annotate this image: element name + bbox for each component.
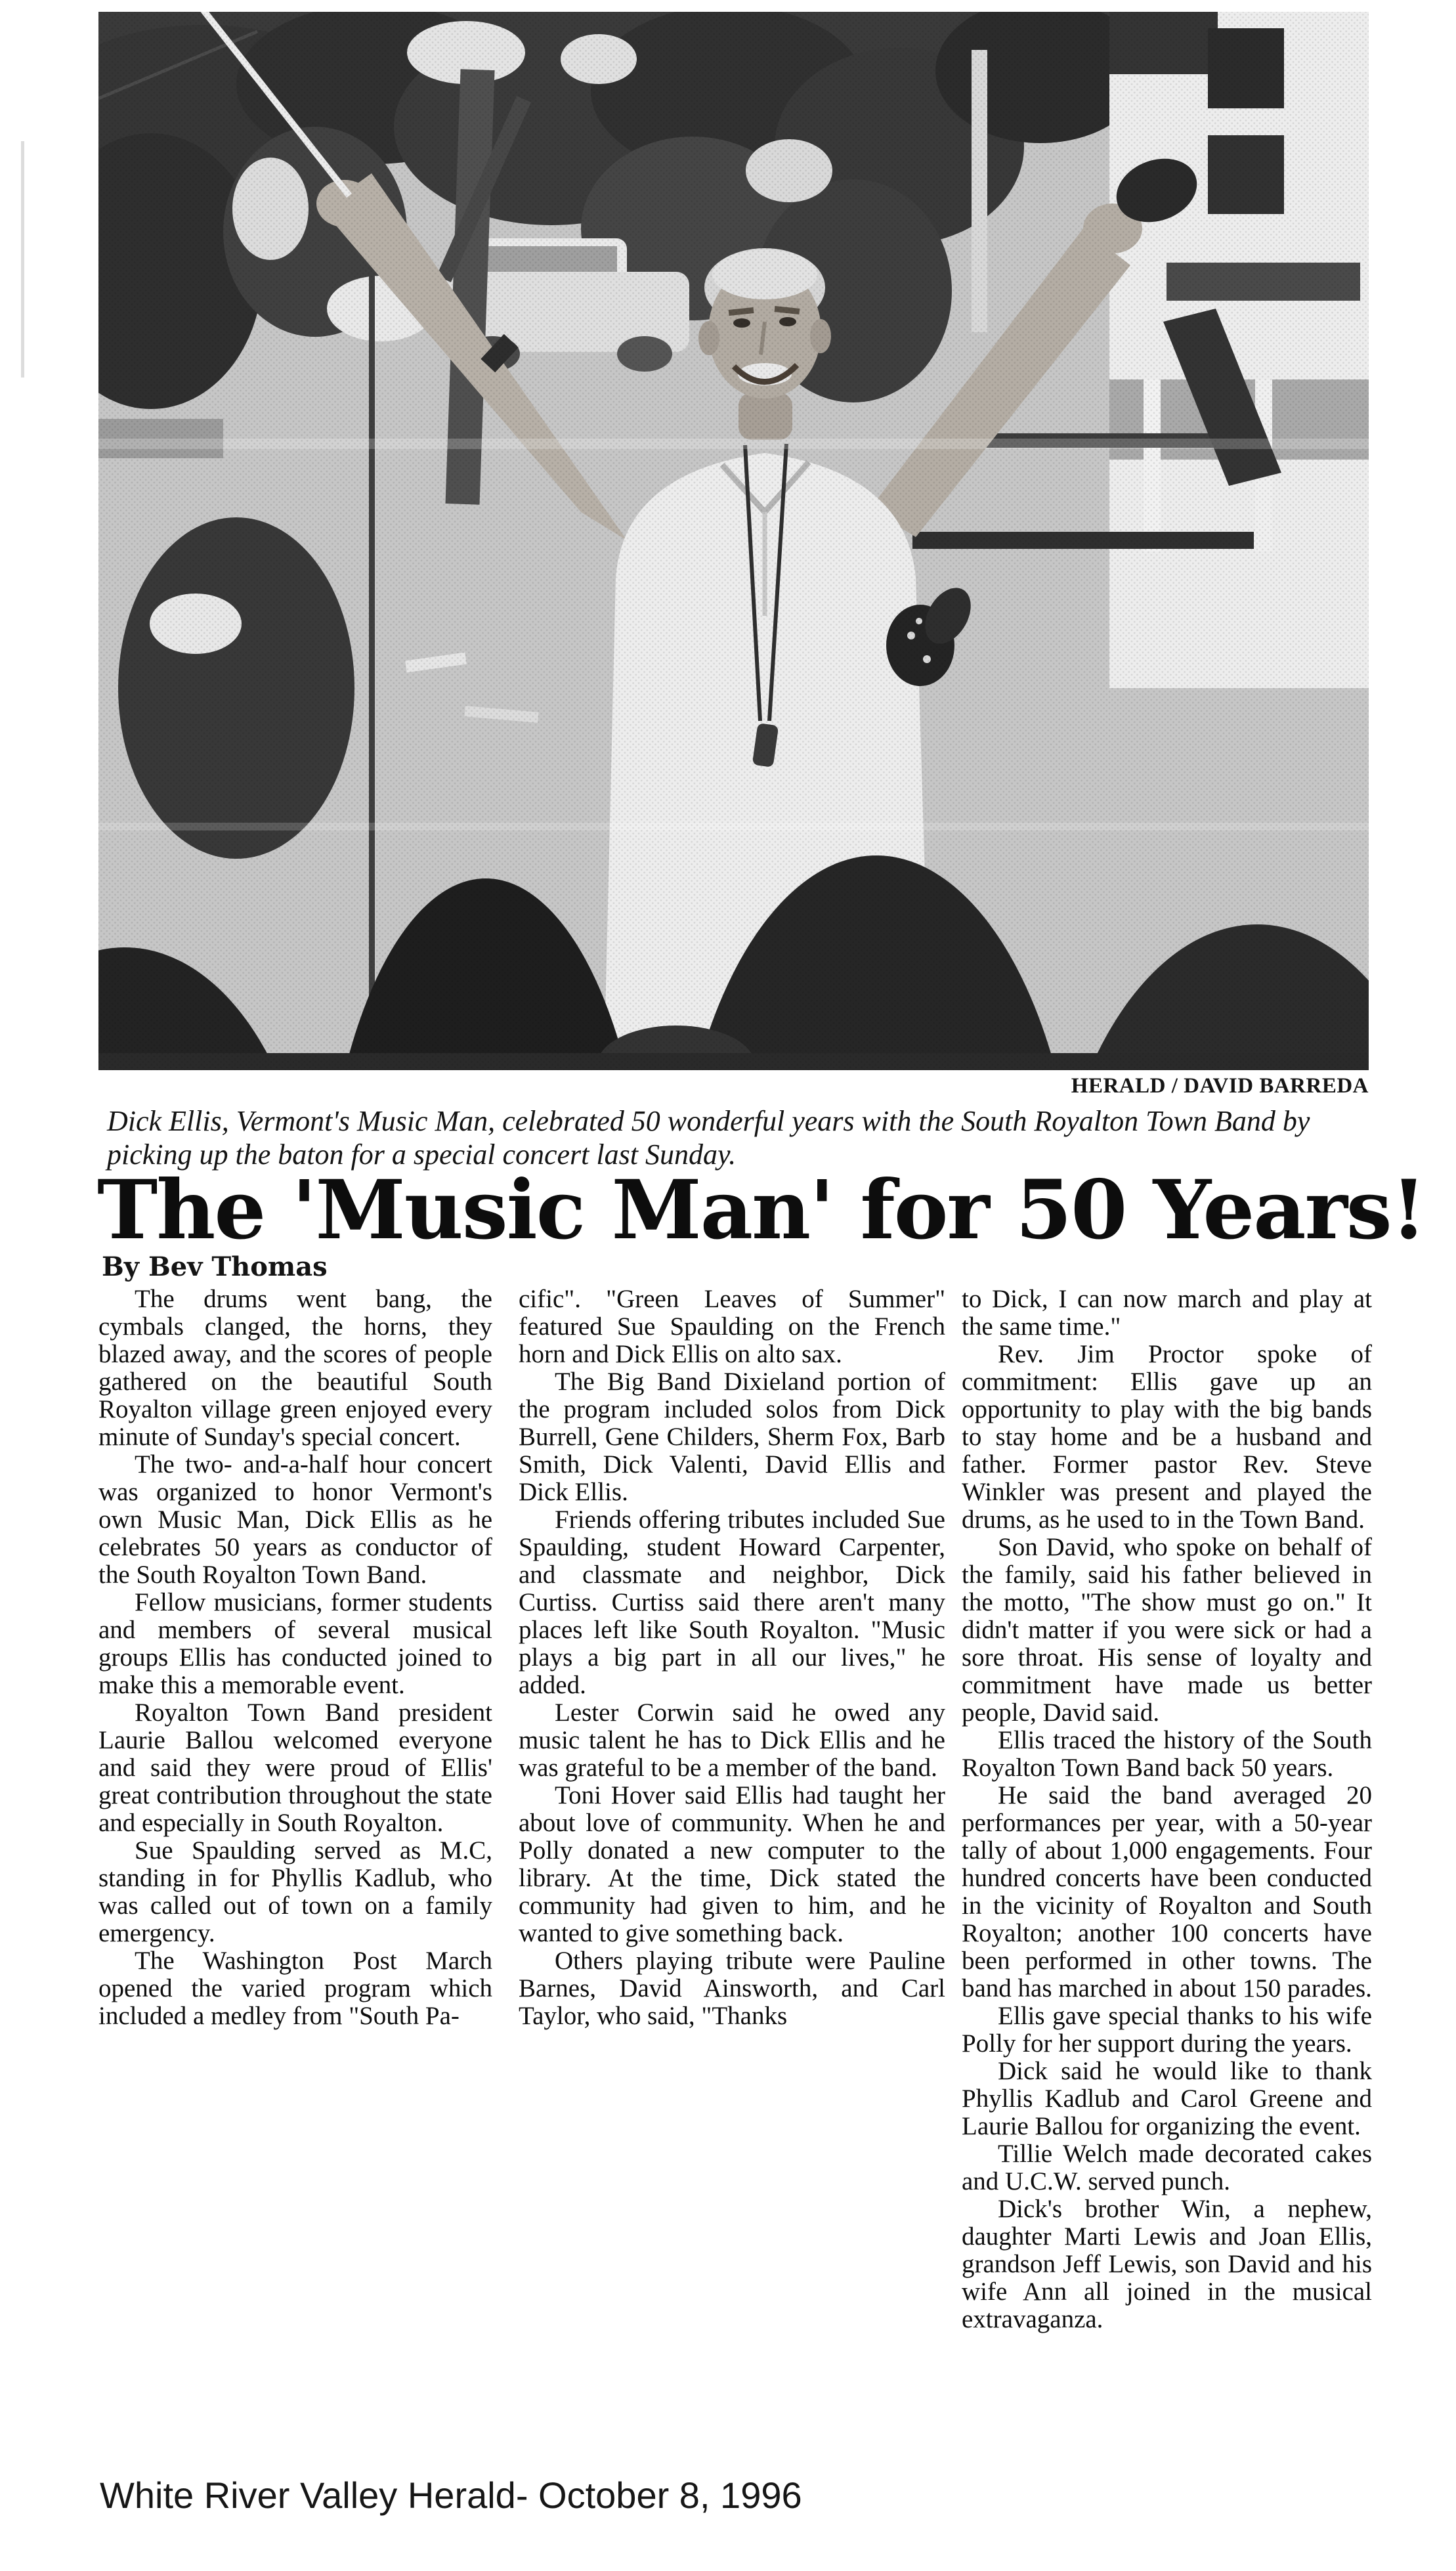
paragraph: Tillie Welch made decorated cakes and U.C.W. served punch. [962,2140,1372,2195]
column-2 [519,1286,945,2333]
paragraph: The drums went bang, the cymbals clanged, the horns, they blazed away, and the scores of people gathered on the beautiful South Royalton village green enjoyed every minute of Sunday's special concert. [98,1285,492,1451]
paragraph: Royalton Town Band president Laurie Ballou welcomed everyone and said they were proud of Ellis' great contribution throughout the state and especially in South Royalton. [98,1698,492,1837]
paragraph: Ellis traced the history of the South Royalton Town Band back 50 years. [962,1726,1372,1782]
headline: The 'Music Man' for 50 Years! [97,1163,1426,1258]
paragraph: Fellow musicians, former students and members of several musical groups Ellis has conducted joined to make this a memorable event. [98,1588,492,1699]
paragraph: The Washington Post March opened the varied program which included a medley from "South Pa- [98,1947,492,2030]
paragraph: Dick said he would like to thank Phyllis Kadlub and Carol Greene and Laurie Ballou for organizing the event. [962,2057,1372,2140]
paragraph: Others playing tribute were Pauline Barnes, David Ainsworth, and Carl Taylor, who said, "Thanks [519,1947,945,2030]
paragraph: Sue Spaulding served as M.C, standing in for Phyllis Kadlub, who was called out of town on a family emergency. [98,1836,492,1947]
paragraph: Friends offering tributes included Sue Spaulding, student Howard Carpenter, and classmate and neighbor, Dick Curtiss. Curtiss said there aren't many places left like South Royalton. "Music plays a big part in all our lives," he added. [519,1505,945,1699]
paragraph: Lester Corwin said he owed any music talent he has to Dick Ellis and he was grateful to be a member of the band. [519,1698,945,1782]
article-photo [98,12,1369,1070]
photo-credit: HERALD / DAVID BARREDA [1071,1074,1369,1098]
paragraph: Ellis gave special thanks to his wife Polly for her support during the years. [962,2002,1372,2058]
scan-edge-artifact [21,141,24,378]
paragraph: to Dick, I can now march and play at the same time." [962,1285,1372,1341]
photo-caption: Dick Ellis, Vermont's Music Man, celebrated 50 wonderful years with the South Royalton Town Band by picking up the baton for a special concert last Sunday. [107,1105,1310,1171]
column-1 [98,1286,492,2333]
paragraph: The two- and-a-half hour concert was organized to honor Vermont's own Music Man, Dick Ellis as he celebrates 50 years as conductor of the South Royalton Town Band. [98,1450,492,1589]
article-body [98,1286,1372,2333]
paragraph: The Big Band Dixieland portion of the program included solos from Dick Burrell, Gene Childers, Sherm Fox, Barb Smith, Dick Valenti, David Ellis and Dick Ellis. [519,1368,945,1506]
paragraph: Son David, who spoke on behalf of the family, said his father believed in the motto, "The show must go on." It didn't matter if you were sick or had a sore throat. His sense of loyalty and commitment have made us better people, David said. [962,1533,1372,1727]
paragraph: Toni Hover said Ellis had taught her about love of community. When he and Polly donated a new computer to the library. At the time, Dick stated the community had given to him, and he wanted to give something back. [519,1781,945,1947]
source-caption: White River Valley Herald- October 8, 1996 [100,2474,802,2516]
photo-illustration [98,12,1369,1070]
paragraph: cific". "Green Leaves of Summer" featured Sue Spaulding on the French horn and Dick Ellis on alto sax. [519,1285,945,1368]
paragraph: Rev. Jim Proctor spoke of commitment: Ellis gave up an opportunity to play with the big bands to stay home and be a husband and father. Former pastor Rev. Steve Winkler was present and played the drums, as he used to in the Town Band. [962,1340,1372,1534]
column-3 [962,1286,1372,2333]
paragraph: Dick's brother Win, a nephew, daughter Marti Lewis and Joan Ellis, grandson Jeff Lewis, son David and his wife Ann all joined in the musical extravaganza. [962,2195,1372,2333]
byline: By Bev Thomas [102,1251,328,1282]
paragraph: He said the band averaged 20 performances per year, with a 50-year tally of about 1,000 engagements. Four hundred concerts have been conducted in the vicinity of Royalton and South Royalton; another 100 concerts have been performed in other towns. The band has marched in about 150 parades. [962,1781,1372,2002]
